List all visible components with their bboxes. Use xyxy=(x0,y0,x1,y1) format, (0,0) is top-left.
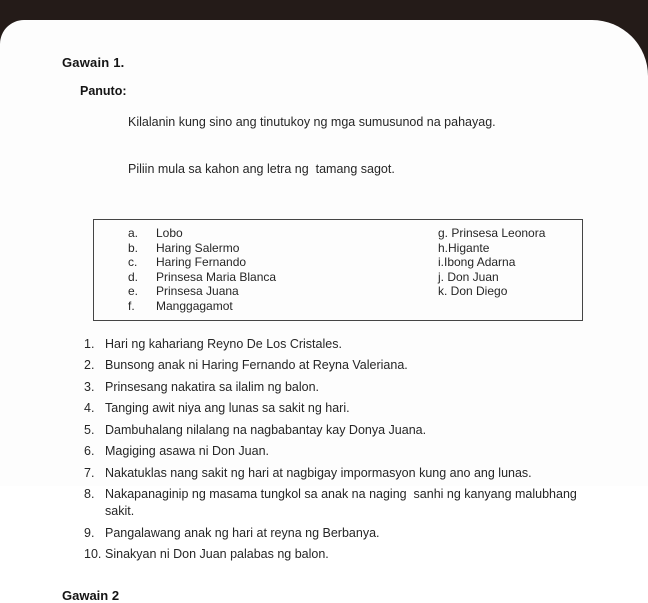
choice-item: j. Don Juan xyxy=(438,269,499,284)
statements-list xyxy=(84,336,648,564)
answer-choices-box xyxy=(93,219,583,321)
choice-item xyxy=(128,270,438,285)
statement-item xyxy=(84,486,648,520)
choice-letter: f. xyxy=(128,298,135,313)
choice-item: h.Higante xyxy=(438,240,490,255)
choice-label: Haring Fernando xyxy=(156,255,247,270)
choice-letter: c. xyxy=(128,255,138,270)
statement-item xyxy=(84,546,648,563)
statement-text: Sinakyan ni Don Juan palabas ng balon. xyxy=(105,547,329,562)
statement-number: 5. xyxy=(84,422,95,437)
statement-text: Nakatuklas nang sakit ng hari at nagbigay impormasyon kung ano ang lunas. xyxy=(105,465,532,480)
section-1-title: Gawain 1. xyxy=(62,55,125,70)
choice-letter: d. xyxy=(128,269,139,284)
statement-text: Nakapanaginip ng masama tungkol sa anak na naging sanhi ng kanyang malubhang sakit. xyxy=(105,487,581,519)
choice-item xyxy=(128,284,438,299)
instructions-line-1: Kilalanin kung sino ang tinutukoy ng mga sumusunod na pahayag. xyxy=(128,115,496,129)
instructions-label: Panuto: xyxy=(80,84,127,98)
choice-letter: a. xyxy=(128,226,139,240)
choice-label: Manggagamot xyxy=(156,298,233,313)
instructions-line-2: Piliin mula sa kahon ang letra ng tamang sagot. xyxy=(128,161,395,176)
statement-item xyxy=(84,465,648,482)
statement-number: 4. xyxy=(84,401,95,416)
statement-number: 2. xyxy=(84,358,95,373)
statement-number: 7. xyxy=(84,465,95,480)
statement-text: Tanging awit niya ang lunas sa sakit ng hari. xyxy=(105,401,350,416)
choices-column-left xyxy=(128,226,438,314)
instructions-text xyxy=(128,84,496,208)
choice-item xyxy=(128,241,438,256)
choice-item: i.Ibong Adarna xyxy=(438,255,516,270)
statement-text: Pangalawang anak ng hari at reyna ng Berbanya. xyxy=(105,525,380,540)
choice-item xyxy=(128,226,438,241)
choice-item: k. Don Diego xyxy=(438,284,508,299)
statement-number: 1. xyxy=(84,336,95,351)
statement-text: Prinsesang nakatira sa ilalim ng balon. xyxy=(105,379,320,394)
section-2-title: Gawain 2 xyxy=(62,588,120,603)
statement-number: 3. xyxy=(84,379,95,394)
choice-letter: b. xyxy=(128,240,139,255)
choice-letter: e. xyxy=(128,284,139,299)
choice-item xyxy=(128,299,438,314)
statement-number: 6. xyxy=(84,444,95,459)
statement-text: Magiging asawa ni Don Juan. xyxy=(105,444,269,459)
statement-item xyxy=(84,525,648,542)
choice-item xyxy=(128,255,438,270)
choice-label: Haring Salermo xyxy=(156,240,240,255)
choice-item: g. Prinsesa Leonora xyxy=(438,226,546,240)
statement-number: 10. xyxy=(84,547,102,562)
worksheet-page xyxy=(0,20,648,603)
statement-item xyxy=(84,357,648,374)
statement-item xyxy=(84,379,648,396)
choice-label: Prinsesa Maria Blanca xyxy=(156,269,277,284)
statement-text: Bunsong anak ni Haring Fernando at Reyna Valeriana. xyxy=(105,358,408,373)
instructions-block xyxy=(80,84,648,208)
statement-number: 8. xyxy=(84,487,95,502)
choice-label: Lobo xyxy=(156,226,183,240)
choices-column-right xyxy=(438,226,582,314)
choice-label: Prinsesa Juana xyxy=(156,284,239,299)
statement-number: 9. xyxy=(84,525,95,540)
statement-item xyxy=(84,336,648,353)
statement-item xyxy=(84,400,648,417)
statement-text: Hari ng kahariang Reyno De Los Cristales. xyxy=(105,336,342,351)
statement-item xyxy=(84,422,648,439)
statement-item xyxy=(84,443,648,460)
statement-text: Dambuhalang nilalang na nagbabantay kay Donya Juana. xyxy=(105,422,427,437)
